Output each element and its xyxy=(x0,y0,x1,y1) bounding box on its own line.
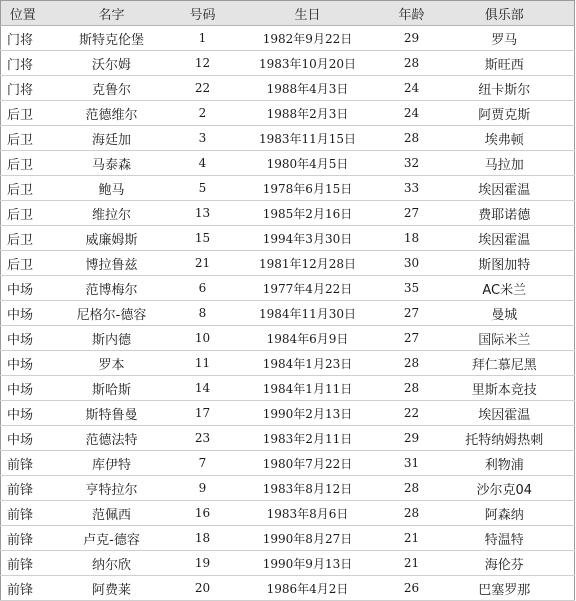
cell-age: 31 xyxy=(389,451,435,476)
cell-club: 罗马 xyxy=(435,26,575,51)
cell-position: 前锋 xyxy=(1,501,45,526)
cell-age: 27 xyxy=(389,301,435,326)
cell-number: 10 xyxy=(179,326,227,351)
cell-number: 21 xyxy=(179,251,227,276)
cell-position: 后卫 xyxy=(1,101,45,126)
cell-number: 3 xyxy=(179,126,227,151)
table-row xyxy=(1,501,575,526)
cell-age: 28 xyxy=(389,376,435,401)
cell-age: 28 xyxy=(389,126,435,151)
cell-club: 纽卡斯尔 xyxy=(435,76,575,101)
cell-club: 马拉加 xyxy=(435,151,575,176)
cell-club: 埃因霍温 xyxy=(435,226,575,251)
cell-name: 罗本 xyxy=(45,351,179,376)
cell-name: 马泰森 xyxy=(45,151,179,176)
cell-position: 后卫 xyxy=(1,176,45,201)
table-row xyxy=(1,551,575,576)
cell-birthday: 1990年9月13日 xyxy=(227,551,389,576)
table-row xyxy=(1,476,575,501)
cell-birthday: 1981年12月28日 xyxy=(227,251,389,276)
cell-age: 30 xyxy=(389,251,435,276)
table-body xyxy=(1,26,575,601)
cell-club: 埃因霍温 xyxy=(435,176,575,201)
cell-number: 8 xyxy=(179,301,227,326)
cell-birthday: 1980年7月22日 xyxy=(227,451,389,476)
cell-name: 沃尔姆 xyxy=(45,51,179,76)
cell-name: 斯特鲁曼 xyxy=(45,401,179,426)
cell-club: 埃因霍温 xyxy=(435,401,575,426)
table-row xyxy=(1,326,575,351)
table-row xyxy=(1,76,575,101)
cell-birthday: 1986年4月2日 xyxy=(227,576,389,601)
cell-birthday: 1990年8月27日 xyxy=(227,526,389,551)
cell-birthday: 1984年1月23日 xyxy=(227,351,389,376)
cell-age: 26 xyxy=(389,576,435,601)
table-row xyxy=(1,251,575,276)
cell-age: 24 xyxy=(389,101,435,126)
cell-age: 28 xyxy=(389,501,435,526)
cell-position: 中场 xyxy=(1,326,45,351)
cell-name: 斯特克伦堡 xyxy=(45,26,179,51)
table-row xyxy=(1,101,575,126)
cell-position: 前锋 xyxy=(1,476,45,501)
table-row xyxy=(1,351,575,376)
cell-age: 29 xyxy=(389,26,435,51)
cell-club: 阿贾克斯 xyxy=(435,101,575,126)
cell-birthday: 1983年8月12日 xyxy=(227,476,389,501)
table-row xyxy=(1,576,575,601)
table-row xyxy=(1,126,575,151)
cell-club: 斯旺西 xyxy=(435,51,575,76)
cell-name: 斯哈斯 xyxy=(45,376,179,401)
table-row xyxy=(1,176,575,201)
cell-number: 5 xyxy=(179,176,227,201)
table-row xyxy=(1,401,575,426)
cell-name: 亨特拉尔 xyxy=(45,476,179,501)
cell-name: 范德维尔 xyxy=(45,101,179,126)
cell-club: 海伦芬 xyxy=(435,551,575,576)
table-row xyxy=(1,301,575,326)
cell-age: 29 xyxy=(389,426,435,451)
cell-name: 纳尔欣 xyxy=(45,551,179,576)
header-position: 位置 xyxy=(1,1,45,26)
cell-name: 范德法特 xyxy=(45,426,179,451)
cell-name: 克鲁尔 xyxy=(45,76,179,101)
cell-position: 门将 xyxy=(1,51,45,76)
cell-birthday: 1978年6月15日 xyxy=(227,176,389,201)
cell-age: 27 xyxy=(389,201,435,226)
cell-club: 阿森纳 xyxy=(435,501,575,526)
cell-age: 28 xyxy=(389,476,435,501)
table-row xyxy=(1,226,575,251)
cell-club: 特温特 xyxy=(435,526,575,551)
cell-position: 后卫 xyxy=(1,126,45,151)
cell-birthday: 1980年4月5日 xyxy=(227,151,389,176)
cell-number: 7 xyxy=(179,451,227,476)
cell-club: 沙尔克04 xyxy=(435,476,575,501)
cell-position: 中场 xyxy=(1,426,45,451)
cell-name: 范博梅尔 xyxy=(45,276,179,301)
table-row xyxy=(1,26,575,51)
cell-birthday: 1994年3月30日 xyxy=(227,226,389,251)
cell-number: 9 xyxy=(179,476,227,501)
header-age: 年龄 xyxy=(389,1,435,26)
cell-birthday: 1983年11月15日 xyxy=(227,126,389,151)
cell-age: 28 xyxy=(389,351,435,376)
cell-birthday: 1985年2月16日 xyxy=(227,201,389,226)
cell-birthday: 1988年4月3日 xyxy=(227,76,389,101)
cell-number: 12 xyxy=(179,51,227,76)
cell-name: 范佩西 xyxy=(45,501,179,526)
header-club: 俱乐部 xyxy=(435,1,575,26)
cell-club: 埃弗顿 xyxy=(435,126,575,151)
cell-age: 28 xyxy=(389,51,435,76)
cell-age: 32 xyxy=(389,151,435,176)
cell-number: 16 xyxy=(179,501,227,526)
cell-number: 11 xyxy=(179,351,227,376)
cell-club: AC米兰 xyxy=(435,276,575,301)
cell-number: 23 xyxy=(179,426,227,451)
cell-club: 费耶诺德 xyxy=(435,201,575,226)
cell-birthday: 1977年4月22日 xyxy=(227,276,389,301)
cell-number: 4 xyxy=(179,151,227,176)
cell-position: 前锋 xyxy=(1,551,45,576)
cell-birthday: 1983年2月11日 xyxy=(227,426,389,451)
table-row xyxy=(1,526,575,551)
cell-number: 2 xyxy=(179,101,227,126)
cell-position: 门将 xyxy=(1,76,45,101)
cell-name: 海廷加 xyxy=(45,126,179,151)
cell-club: 托特纳姆热刺 xyxy=(435,426,575,451)
cell-club: 巴塞罗那 xyxy=(435,576,575,601)
cell-birthday: 1990年2月13日 xyxy=(227,401,389,426)
cell-position: 后卫 xyxy=(1,201,45,226)
cell-name: 鲍马 xyxy=(45,176,179,201)
cell-position: 后卫 xyxy=(1,251,45,276)
cell-position: 中场 xyxy=(1,276,45,301)
cell-name: 库伊特 xyxy=(45,451,179,476)
cell-name: 阿费莱 xyxy=(45,576,179,601)
cell-club: 利物浦 xyxy=(435,451,575,476)
cell-age: 22 xyxy=(389,401,435,426)
cell-position: 中场 xyxy=(1,376,45,401)
cell-position: 后卫 xyxy=(1,226,45,251)
cell-birthday: 1984年1月11日 xyxy=(227,376,389,401)
table-row xyxy=(1,426,575,451)
cell-club: 拜仁慕尼黑 xyxy=(435,351,575,376)
cell-age: 33 xyxy=(389,176,435,201)
cell-number: 22 xyxy=(179,76,227,101)
cell-age: 35 xyxy=(389,276,435,301)
cell-age: 27 xyxy=(389,326,435,351)
cell-name: 维拉尔 xyxy=(45,201,179,226)
cell-position: 中场 xyxy=(1,401,45,426)
cell-club: 国际米兰 xyxy=(435,326,575,351)
cell-position: 前锋 xyxy=(1,526,45,551)
table-row xyxy=(1,276,575,301)
cell-position: 前锋 xyxy=(1,451,45,476)
cell-number: 17 xyxy=(179,401,227,426)
cell-position: 中场 xyxy=(1,301,45,326)
cell-name: 尼格尔-德容 xyxy=(45,301,179,326)
cell-number: 20 xyxy=(179,576,227,601)
cell-number: 15 xyxy=(179,226,227,251)
header-number: 号码 xyxy=(179,1,227,26)
cell-club: 里斯本竞技 xyxy=(435,376,575,401)
cell-number: 14 xyxy=(179,376,227,401)
cell-birthday: 1984年6月9日 xyxy=(227,326,389,351)
cell-name: 斯内德 xyxy=(45,326,179,351)
cell-position: 后卫 xyxy=(1,151,45,176)
cell-position: 中场 xyxy=(1,351,45,376)
cell-birthday: 1983年10月20日 xyxy=(227,51,389,76)
table-row xyxy=(1,201,575,226)
cell-birthday: 1984年11月30日 xyxy=(227,301,389,326)
cell-birthday: 1982年9月22日 xyxy=(227,26,389,51)
cell-birthday: 1983年8月6日 xyxy=(227,501,389,526)
cell-club: 曼城 xyxy=(435,301,575,326)
cell-age: 21 xyxy=(389,551,435,576)
cell-number: 1 xyxy=(179,26,227,51)
cell-name: 博拉鲁兹 xyxy=(45,251,179,276)
cell-number: 13 xyxy=(179,201,227,226)
cell-age: 18 xyxy=(389,226,435,251)
cell-number: 18 xyxy=(179,526,227,551)
cell-age: 24 xyxy=(389,76,435,101)
cell-age: 21 xyxy=(389,526,435,551)
cell-number: 19 xyxy=(179,551,227,576)
cell-name: 卢克-德容 xyxy=(45,526,179,551)
cell-position: 门将 xyxy=(1,26,45,51)
cell-club: 斯图加特 xyxy=(435,251,575,276)
header-name: 名字 xyxy=(45,1,179,26)
cell-number: 6 xyxy=(179,276,227,301)
table-row xyxy=(1,151,575,176)
table-row xyxy=(1,51,575,76)
table-row xyxy=(1,376,575,401)
cell-name: 威廉姆斯 xyxy=(45,226,179,251)
cell-position: 前锋 xyxy=(1,576,45,601)
table-header-row xyxy=(1,1,575,26)
table-row xyxy=(1,451,575,476)
header-birthday: 生日 xyxy=(227,1,389,26)
cell-birthday: 1988年2月3日 xyxy=(227,101,389,126)
